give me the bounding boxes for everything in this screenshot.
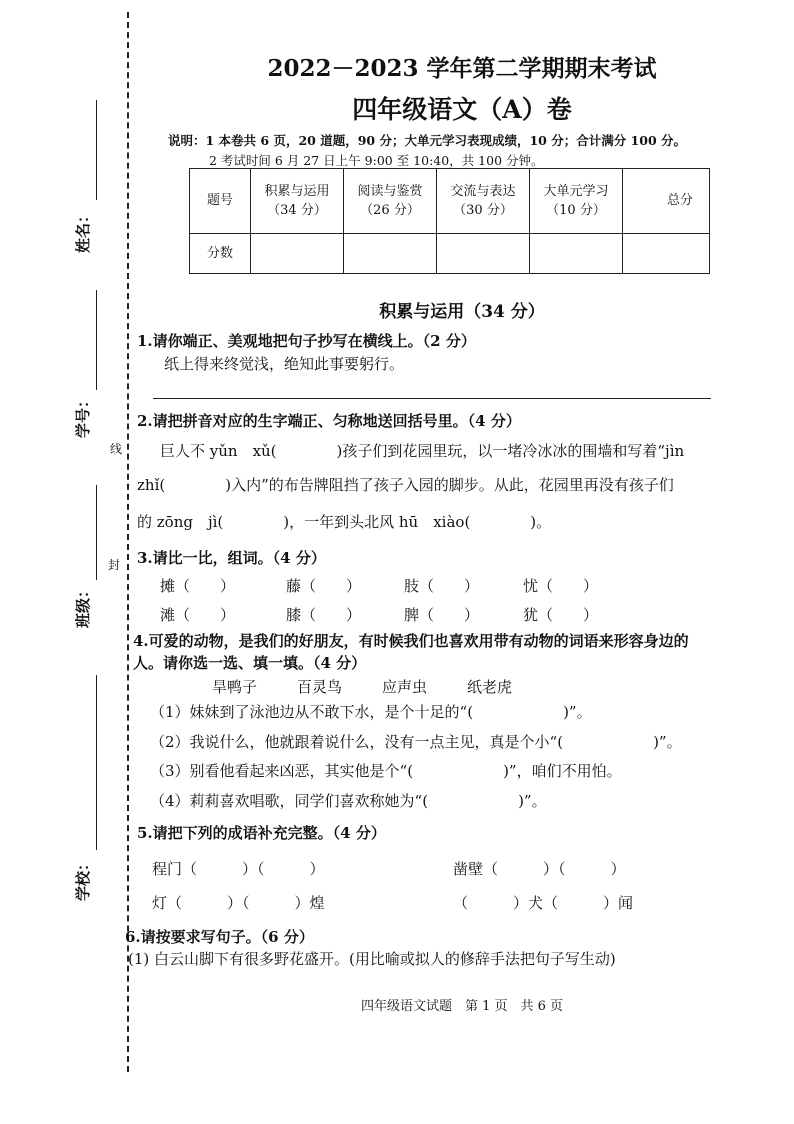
- score-cell: [344, 234, 437, 274]
- q3-word-6: 膝（ ）: [286, 606, 362, 624]
- question-3-title: 3.请比一比，组词。（4 分）: [137, 549, 326, 567]
- school-blank-line: [96, 675, 97, 850]
- name-label: 姓名：: [74, 207, 93, 254]
- seal-mark-xian: 线: [110, 442, 123, 456]
- score-table-header-row: [190, 169, 710, 234]
- school-label: 学校：: [74, 855, 93, 902]
- col-communication: [437, 169, 530, 234]
- question-2-line-3: 的 zōng jì( )，一年到头北风 hū xiào( )。: [137, 513, 552, 531]
- question-5-title: 5.请把下列的成语补充完整。（4 分）: [137, 824, 386, 842]
- q3-word-2: 藤（ ）: [286, 577, 362, 595]
- answer-line: [153, 398, 711, 399]
- question-2-line-1: 巨人不 yǔn xǔ( )孩子们到花园里玩，以一堵冷冰冰的围墙和写着“jìn: [160, 442, 685, 460]
- q5-idiom-2: 凿壁（ ）（ ）: [453, 860, 626, 878]
- q3-word-4: 忧（ ）: [523, 577, 599, 595]
- exam-title: 2022－2023 学年第二学期期末考试: [267, 55, 657, 82]
- q5-idiom-1: 程门（ ）（ ）: [152, 860, 325, 878]
- section-title: 积累与运用（34 分）: [379, 302, 545, 322]
- student-id-label: 学号：: [74, 392, 93, 439]
- class-label: 班级：: [74, 582, 93, 629]
- col-unit-study: [530, 169, 623, 234]
- name-blank-line: [96, 100, 97, 200]
- col-accumulation-points: （34 分）: [267, 203, 327, 218]
- q4-word-option: 百灵鸟: [297, 678, 343, 696]
- score-cell: [251, 234, 344, 274]
- col-communication-name: 交流与表达: [450, 183, 516, 199]
- col-accumulation: [251, 169, 344, 234]
- q6-item-1: (1) 白云山脚下有很多野花盛开。(用比喻或拟人的修辞手法把句子写生动): [128, 950, 616, 968]
- col-accumulation-name: 积累与运用: [264, 183, 330, 199]
- question-1-title: 1.请你端正、美观地把句子抄写在横线上。（2 分）: [137, 332, 476, 350]
- question-1-sentence: 纸上得来终觉浅，绝知此事要躬行。: [164, 355, 405, 373]
- q3-word-5: 滩（ ）: [160, 606, 236, 624]
- score-cell: [623, 234, 710, 274]
- col-unit-study-name: 大单元学习: [543, 183, 609, 199]
- q4-word-option: 应声虫: [382, 678, 428, 696]
- q3-word-1: 摊（ ）: [160, 577, 236, 595]
- question-4-title-line-2: 人。请你选一选、填一填。（4 分）: [133, 654, 367, 672]
- col-unit-study-points: （10 分）: [546, 203, 606, 218]
- q5-idiom-3: 灯（ ）（ ）煌: [152, 894, 325, 912]
- question-2-line-2: zhǐ( )入内”的布告牌阻挡了孩子入园的脚步。从此，花园里再没有孩子们: [137, 476, 674, 494]
- binding-dashed-line: [127, 12, 129, 1072]
- score-cell: [437, 234, 530, 274]
- q3-word-7: 脾（ ）: [404, 606, 480, 624]
- score-table: [189, 168, 710, 274]
- class-blank-line: [96, 485, 97, 580]
- q3-word-3: 肢（ ）: [404, 577, 480, 595]
- q3-word-8: 犹（ ）: [523, 606, 599, 624]
- col-reading-points: （26 分）: [360, 203, 420, 218]
- exam-subtitle: 四年级语文（A）卷: [352, 95, 572, 124]
- score-cell: [530, 234, 623, 274]
- col-reading: [344, 169, 437, 234]
- q4-word-option: 旱鸭子: [212, 678, 258, 696]
- q4-word-option: 纸老虎: [467, 678, 513, 696]
- q5-idiom-4: （ ）犬（ ）闻: [453, 894, 634, 912]
- col-reading-name: 阅读与鉴赏: [357, 183, 423, 199]
- q4-item-2: （2）我说什么，他就跟着说什么，没有一点主见，真是个小“( )”。: [150, 733, 682, 751]
- exam-note-1: 说明：1 本卷共 6 页，20 道题，90 分；大单元学习表现成绩，10 分；合计满分 100 分。: [168, 133, 686, 148]
- score-label: 分数: [190, 234, 251, 274]
- question-number-label: 题号: [190, 169, 251, 234]
- question-4-title-line-1: 4.可爱的动物，是我们的好朋友，有时候我们也喜欢用带有动物的词语来形容身边的: [133, 632, 689, 650]
- seal-mark-feng: 封: [108, 558, 121, 572]
- exam-note-2: 2 考试时间 6 月 27 日上午 9:00 至 10:40，共 100 分钟。: [209, 153, 544, 168]
- score-table-score-row: [190, 234, 710, 274]
- page-footer: 四年级语文试题 第 1 页 共 6 页: [360, 999, 564, 1014]
- q4-item-1: （1）妹妹到了泳池边从不敢下水，是个十足的“( )”。: [150, 703, 592, 721]
- question-6-title: 6.请按要求写句子。（6 分）: [125, 928, 314, 946]
- q4-item-4: （4）莉莉喜欢唱歌，同学们喜欢称她为“( )”。: [150, 792, 547, 810]
- total-label: 总分: [623, 169, 710, 234]
- col-communication-points: （30 分）: [453, 203, 513, 218]
- question-2-title: 2.请把拼音对应的生字端正、匀称地送回括号里。（4 分）: [137, 412, 521, 430]
- q4-item-3: （3）别看他看起来凶恶，其实他是个“( )”，咱们不用怕。: [150, 762, 622, 780]
- id-blank-line: [96, 290, 97, 390]
